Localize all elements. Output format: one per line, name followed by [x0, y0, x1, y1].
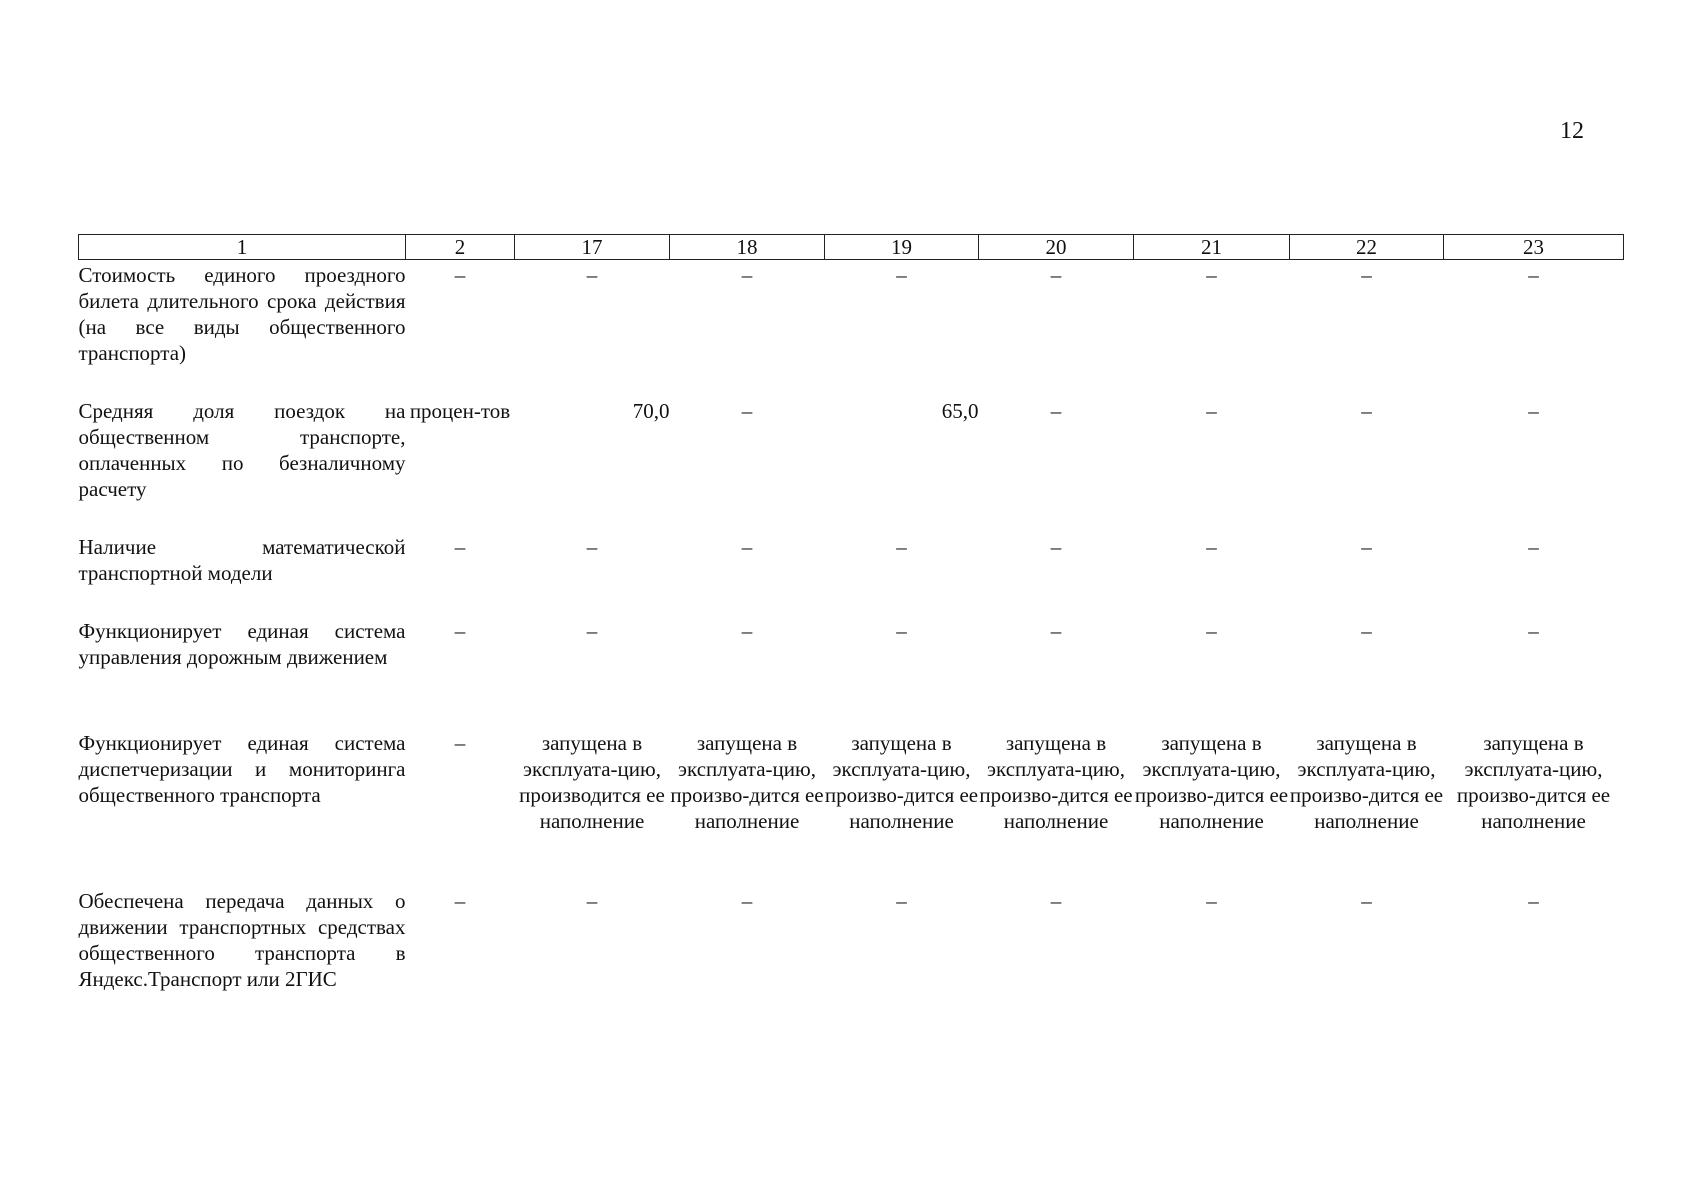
- value-cell: запущена в эксплуата-цию, произво-дится ее наполнение: [670, 731, 824, 833]
- value-cell: –: [586, 263, 598, 287]
- value-cell: –: [1528, 535, 1539, 559]
- indicator-cell: Стоимость единого проездного билета длительного срока действия (на все виды общественного транспорта): [78, 263, 406, 365]
- indicator-cell: Функционирует единая система диспетчеризации и мониторинга общественного транспорта: [78, 731, 406, 807]
- value-cell: –: [1361, 263, 1372, 287]
- unit-cell: процен-тов: [409, 399, 511, 423]
- indicator-cell: Обеспечена передача данных о движении транспортных средствах общественного транспорта в Яндекс.Транспорт или 2ГИС: [78, 889, 406, 991]
- value-cell: –: [1361, 535, 1372, 559]
- value-cell: –: [741, 263, 753, 287]
- value-cell: запущена в эксплуата-цию, произво-дится ее наполнение: [979, 731, 1133, 833]
- column-header: 19: [825, 235, 979, 260]
- value-cell: –: [1206, 263, 1217, 287]
- value-cell: –: [1050, 263, 1062, 287]
- value-cell: –: [1050, 889, 1062, 913]
- value-cell: –: [586, 535, 598, 559]
- value-cell: –: [1361, 889, 1372, 913]
- value-cell: –: [1050, 399, 1062, 423]
- page-number: 12: [1560, 118, 1584, 144]
- value-cell: 70,0: [632, 399, 670, 423]
- value-cell: –: [1206, 399, 1217, 423]
- value-cell: запущена в эксплуата-цию, произво-дится ее наполнение: [824, 731, 979, 833]
- value-cell: –: [896, 535, 907, 559]
- unit-cell: –: [454, 731, 466, 755]
- table-row: [79, 730, 1624, 888]
- value-cell: –: [1361, 619, 1372, 643]
- unit-cell: –: [454, 889, 466, 913]
- column-header: 17: [515, 235, 670, 260]
- value-cell: –: [1528, 619, 1539, 643]
- value-cell: –: [896, 889, 907, 913]
- value-cell: –: [1206, 619, 1217, 643]
- table-row: [79, 618, 1624, 730]
- value-cell: –: [1206, 889, 1217, 913]
- value-cell: –: [1206, 535, 1217, 559]
- column-header: 1: [79, 235, 406, 260]
- indicator-cell: Функционирует единая система управления дорожным движением: [78, 619, 406, 669]
- table-row: [79, 398, 1624, 534]
- table-row: [79, 534, 1624, 618]
- value-cell: запущена в эксплуата-цию, произво-дится ее наполнение: [1456, 731, 1611, 833]
- value-cell: –: [896, 619, 907, 643]
- value-cell: –: [586, 889, 598, 913]
- value-cell: –: [1050, 619, 1062, 643]
- column-header: 22: [1290, 235, 1444, 260]
- value-cell: –: [741, 535, 753, 559]
- column-header: 21: [1134, 235, 1290, 260]
- value-cell: –: [741, 619, 753, 643]
- value-cell: –: [1361, 399, 1372, 423]
- value-cell: запущена в эксплуата-цию, произво-дится ее наполнение: [1289, 731, 1444, 833]
- value-cell: –: [1528, 889, 1539, 913]
- value-cell: –: [896, 263, 907, 287]
- table-row: [79, 888, 1624, 1028]
- indicator-cell: Наличие математической транспортной модели: [78, 535, 406, 585]
- column-header: 20: [979, 235, 1134, 260]
- unit-cell: –: [454, 263, 466, 287]
- value-cell: –: [741, 889, 753, 913]
- column-header: 23: [1444, 235, 1624, 260]
- value-cell: запущена в эксплуата-цию, произво-дится ее наполнение: [1134, 731, 1289, 833]
- header-row: [79, 235, 1624, 260]
- value-cell: –: [1528, 263, 1539, 287]
- column-header: 2: [406, 235, 515, 260]
- indicators-table: [78, 234, 1624, 1028]
- unit-cell: –: [454, 535, 466, 559]
- value-cell: запущена в эксплуата-цию, производится ее наполнение: [519, 731, 665, 833]
- value-cell: –: [1050, 535, 1062, 559]
- value-cell: –: [1528, 399, 1539, 423]
- value-cell: –: [586, 619, 598, 643]
- value-cell: 65,0: [941, 399, 979, 423]
- value-cell: –: [741, 399, 753, 423]
- unit-cell: –: [454, 619, 466, 643]
- column-header: 18: [670, 235, 825, 260]
- indicator-cell: Средняя доля поездок на общественном транспорте, оплаченных по безналичному расчету: [78, 399, 406, 501]
- table-row: [79, 260, 1624, 399]
